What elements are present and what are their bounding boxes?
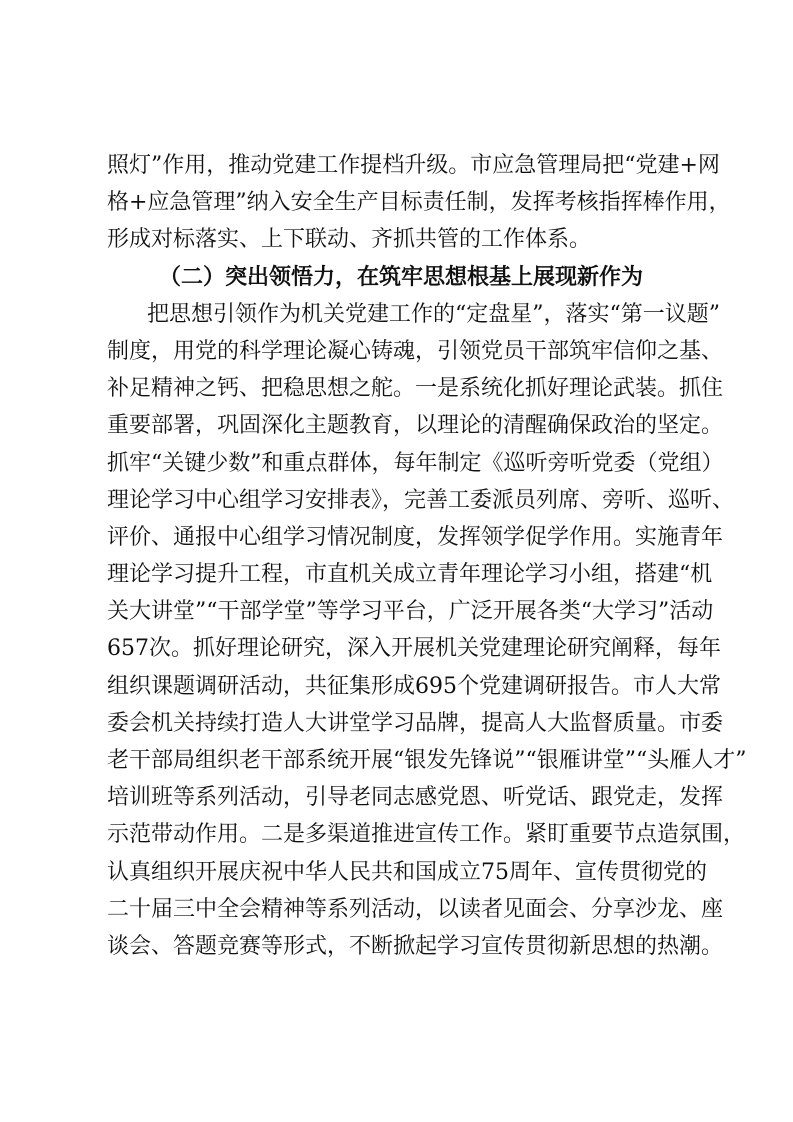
text-line: 抓牢“关键少数”和重点群体，每年制定《巡听旁听党委（党组） xyxy=(107,450,724,476)
paragraph-2 xyxy=(107,296,747,965)
text-line: 形成对标落实、上下联动、齐抓共管的工作体系。 xyxy=(107,227,592,253)
text-line: 评价、通报中心组学习情况制度，发挥领学促学作用。实施青年 xyxy=(107,524,724,550)
text-line: 理论学习中心组学习安排表》，完善工委派员列席、旁听、巡听、 xyxy=(107,487,735,513)
document-body xyxy=(107,147,747,965)
text-line: 把思想引领作为机关党建工作的“定盘星”，落实“第一议题” xyxy=(147,301,720,327)
text-line: 组织课题调研活动，共征集形成695个党建调研报告。市人大常 xyxy=(107,673,721,699)
text-line: 委会机关持续打造人大讲堂学习品牌，提高人大监督质量。市委 xyxy=(107,710,724,736)
text-line: 老干部局组织老干部系统开展“银发先锋说”“银雁讲堂”“头雁人才” xyxy=(107,748,747,773)
text-line: 重要部署，巩固深化主题教育，以理论的清醒确保政治的坚定。 xyxy=(107,413,724,439)
text-line: 理论学习提升工程，市直机关成立青年理论学习小组，搭建“机 xyxy=(107,562,713,588)
text-line: 培训班等系列活动，引导老同志感党恩、听党话、跟党走，发挥 xyxy=(107,785,724,811)
text-line: 补足精神之钙、把稳思想之舵。一是系统化抓好理论武装。抓住 xyxy=(107,376,724,402)
text-line: 二十届三中全会精神等系列活动，以读者见面会、分享沙龙、座 xyxy=(107,896,724,922)
text-line: 657次。抓好理论研究，深入开展机关党建理论研究阐释，每年 xyxy=(107,636,721,662)
text-line: 认真组织开展庆祝中华人民共和国成立75周年、宣传贯彻党的 xyxy=(107,859,707,885)
paragraph-1 xyxy=(107,147,731,259)
text-line: 制度，用党的科学理论凝心铸魂，引领党员干部筑牢信仰之基、 xyxy=(107,338,724,364)
text-line: 格+应急管理”纳入安全生产目标责任制，发挥考核指挥棒作用， xyxy=(107,190,731,216)
section-heading: （二）突出领悟力，在筑牢思想根基上展现新作为 xyxy=(159,264,644,290)
text-line: 示范带动作用。二是多渠道推进宣传工作。紧盯重要节点造氛围， xyxy=(107,822,746,848)
text-line: 关大讲堂”“干部学堂”等学习平台，广泛开展各类“大学习”活动 xyxy=(107,599,714,625)
text-line: 照灯”作用，推动党建工作提档升级。市应急管理局把“党建+网 xyxy=(107,153,720,178)
text-line: 谈会、答题竞赛等形式，不断掀起学习宣传贯彻新思想的热潮。 xyxy=(107,933,724,959)
